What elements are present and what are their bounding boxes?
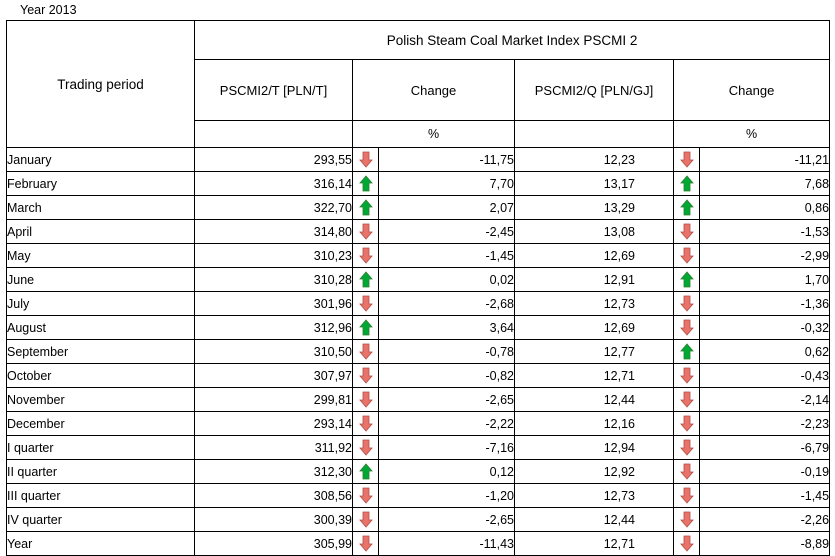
cell-pscmi2-q: 13,17 (515, 172, 674, 196)
cell-pscmi2-t: 312,96 (195, 316, 353, 340)
table-row (7, 436, 830, 460)
cell-change-q: -2,23 (700, 412, 830, 436)
cell-change-t: 2,07 (379, 196, 515, 220)
cell-pscmi2-t: 300,39 (195, 508, 353, 532)
cell-pscmi2-t: 308,56 (195, 484, 353, 508)
table-row (7, 148, 830, 172)
arrow-up-icon (674, 196, 700, 220)
arrow-down-icon (674, 388, 700, 412)
arrow-down-icon (674, 244, 700, 268)
cell-change-q: 0,86 (700, 196, 830, 220)
cell-pscmi2-t: 305,99 (195, 532, 353, 556)
row-period-label: September (7, 340, 195, 364)
arrow-down-icon (674, 508, 700, 532)
header-change-q: Change (674, 60, 830, 121)
table-row (7, 172, 830, 196)
cell-change-q: -1,45 (700, 484, 830, 508)
cell-change-q: -2,14 (700, 388, 830, 412)
arrow-up-icon (353, 316, 379, 340)
table-row (7, 268, 830, 292)
table-row (7, 388, 830, 412)
row-period-label: III quarter (7, 484, 195, 508)
cell-pscmi2-q: 12,71 (515, 532, 674, 556)
header-unit-blank-t (195, 121, 353, 148)
cell-change-t: -11,43 (379, 532, 515, 556)
cell-pscmi2-q: 12,23 (515, 148, 674, 172)
table-header (7, 21, 830, 148)
arrow-up-icon (674, 268, 700, 292)
cell-change-t: -2,65 (379, 388, 515, 412)
arrow-down-icon (674, 292, 700, 316)
arrow-down-icon (353, 436, 379, 460)
arrow-down-icon (353, 412, 379, 436)
header-trading-period: Trading period (7, 21, 195, 148)
arrow-up-icon (353, 196, 379, 220)
arrow-down-icon (353, 484, 379, 508)
header-row-title (7, 21, 830, 60)
cell-pscmi2-q: 12,16 (515, 412, 674, 436)
table-row (7, 196, 830, 220)
cell-change-t: 7,70 (379, 172, 515, 196)
arrow-down-icon (674, 364, 700, 388)
arrow-down-icon (674, 412, 700, 436)
cell-change-q: -0,19 (700, 460, 830, 484)
row-period-label: October (7, 364, 195, 388)
arrow-up-icon (353, 172, 379, 196)
cell-pscmi2-t: 310,23 (195, 244, 353, 268)
cell-pscmi2-t: 293,55 (195, 148, 353, 172)
arrow-down-icon (353, 364, 379, 388)
cell-change-q: -11,21 (700, 148, 830, 172)
cell-change-q: -0,43 (700, 364, 830, 388)
cell-pscmi2-q: 12,92 (515, 460, 674, 484)
arrow-up-icon (674, 340, 700, 364)
arrow-down-icon (674, 436, 700, 460)
row-period-label: March (7, 196, 195, 220)
table-row (7, 460, 830, 484)
cell-change-t: -0,78 (379, 340, 515, 364)
cell-pscmi2-q: 12,77 (515, 340, 674, 364)
header-percent-q: % (674, 121, 830, 148)
table-row (7, 220, 830, 244)
cell-change-t: -7,16 (379, 436, 515, 460)
arrow-down-icon (353, 148, 379, 172)
cell-change-q: -2,99 (700, 244, 830, 268)
cell-pscmi2-t: 293,14 (195, 412, 353, 436)
cell-change-t: -1,45 (379, 244, 515, 268)
arrow-down-icon (674, 316, 700, 340)
row-period-label: April (7, 220, 195, 244)
cell-pscmi2-t: 299,81 (195, 388, 353, 412)
cell-change-q: -0,32 (700, 316, 830, 340)
row-period-label: I quarter (7, 436, 195, 460)
row-period-label: August (7, 316, 195, 340)
table-row (7, 508, 830, 532)
header-index-title: Polish Steam Coal Market Index PSCMI 2 (195, 21, 830, 60)
cell-change-q: -1,53 (700, 220, 830, 244)
cell-change-q: -6,79 (700, 436, 830, 460)
row-period-label: January (7, 148, 195, 172)
cell-change-t: -11,75 (379, 148, 515, 172)
cell-change-q: 7,68 (700, 172, 830, 196)
arrow-down-icon (674, 484, 700, 508)
cell-pscmi2-q: 12,71 (515, 364, 674, 388)
cell-pscmi2-t: 307,97 (195, 364, 353, 388)
arrow-down-icon (353, 220, 379, 244)
cell-pscmi2-q: 12,44 (515, 508, 674, 532)
table-row (7, 340, 830, 364)
cell-pscmi2-q: 12,91 (515, 268, 674, 292)
cell-change-q: -2,26 (700, 508, 830, 532)
header-change-t: Change (353, 60, 515, 121)
year-label: Year 2013 (20, 3, 77, 17)
arrow-down-icon (674, 460, 700, 484)
cell-change-q: 0,62 (700, 340, 830, 364)
table-row (7, 412, 830, 436)
table-row (7, 364, 830, 388)
row-period-label: February (7, 172, 195, 196)
arrow-down-icon (353, 244, 379, 268)
cell-pscmi2-q: 12,69 (515, 316, 674, 340)
cell-pscmi2-t: 312,30 (195, 460, 353, 484)
cell-change-t: 0,12 (379, 460, 515, 484)
header-unit-blank-q (515, 121, 674, 148)
cell-change-t: -2,68 (379, 292, 515, 316)
row-period-label: July (7, 292, 195, 316)
arrow-up-icon (353, 460, 379, 484)
cell-pscmi2-q: 12,94 (515, 436, 674, 460)
arrow-down-icon (353, 388, 379, 412)
cell-pscmi2-q: 13,08 (515, 220, 674, 244)
table-row (7, 292, 830, 316)
row-period-label: June (7, 268, 195, 292)
header-pscmi2-t: PSCMI2/T [PLN/T] (195, 60, 353, 121)
table-row (7, 316, 830, 340)
cell-pscmi2-t: 301,96 (195, 292, 353, 316)
header-pscmi2-q: PSCMI2/Q [PLN/GJ] (515, 60, 674, 121)
arrow-up-icon (674, 172, 700, 196)
cell-change-t: 0,02 (379, 268, 515, 292)
cell-change-t: 3,64 (379, 316, 515, 340)
cell-pscmi2-t: 322,70 (195, 196, 353, 220)
arrow-up-icon (353, 268, 379, 292)
table-row (7, 484, 830, 508)
arrow-down-icon (353, 340, 379, 364)
cell-change-t: -2,45 (379, 220, 515, 244)
row-period-label: IV quarter (7, 508, 195, 532)
cell-pscmi2-q: 12,73 (515, 292, 674, 316)
cell-pscmi2-q: 12,44 (515, 388, 674, 412)
arrow-down-icon (353, 508, 379, 532)
cell-change-t: -2,22 (379, 412, 515, 436)
cell-change-t: -2,65 (379, 508, 515, 532)
cell-change-t: -0,82 (379, 364, 515, 388)
cell-change-q: -8,89 (700, 532, 830, 556)
arrow-down-icon (353, 292, 379, 316)
row-period-label: Year (7, 532, 195, 556)
cell-change-q: -1,36 (700, 292, 830, 316)
cell-pscmi2-q: 12,69 (515, 244, 674, 268)
cell-pscmi2-t: 311,92 (195, 436, 353, 460)
row-period-label: November (7, 388, 195, 412)
pscmi2-index-table (6, 20, 830, 556)
cell-pscmi2-t: 310,50 (195, 340, 353, 364)
cell-pscmi2-t: 310,28 (195, 268, 353, 292)
cell-change-t: -1,20 (379, 484, 515, 508)
row-period-label: II quarter (7, 460, 195, 484)
cell-pscmi2-t: 314,80 (195, 220, 353, 244)
table-row (7, 244, 830, 268)
cell-pscmi2-t: 316,14 (195, 172, 353, 196)
row-period-label: May (7, 244, 195, 268)
arrow-down-icon (674, 148, 700, 172)
row-period-label: December (7, 412, 195, 436)
table-body (7, 148, 830, 556)
header-percent-t: % (353, 121, 515, 148)
cell-pscmi2-q: 13,29 (515, 196, 674, 220)
cell-change-q: 1,70 (700, 268, 830, 292)
arrow-down-icon (674, 220, 700, 244)
cell-pscmi2-q: 12,73 (515, 484, 674, 508)
